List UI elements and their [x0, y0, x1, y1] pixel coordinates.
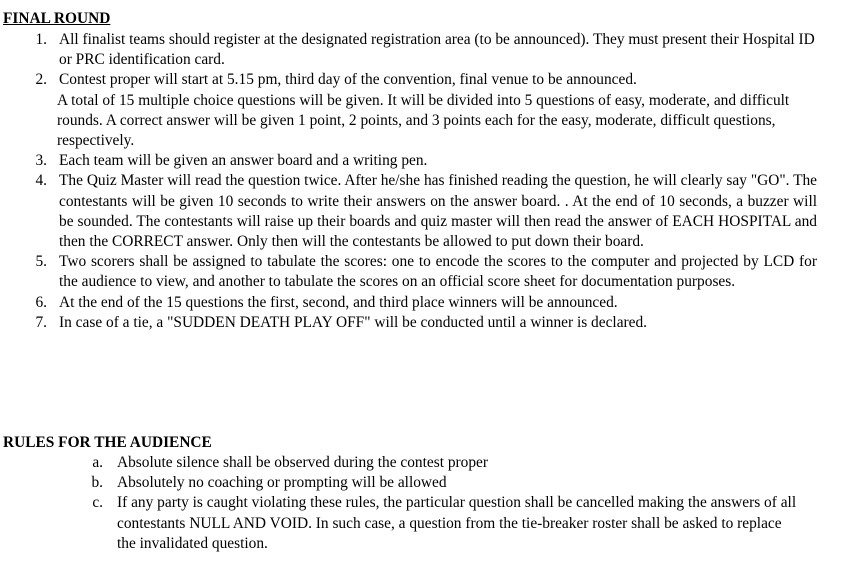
audience-rules-heading: RULES FOR THE AUDIENCE — [3, 434, 212, 451]
rule-item-4 — [21, 171, 817, 252]
rule-number: 2. — [35, 71, 47, 89]
rule-text: Each team will be given an answer board and a writing pen. — [59, 152, 428, 170]
audience-rule-letter: a. — [92, 454, 103, 471]
audience-rules-list — [81, 453, 801, 554]
final-round-heading: FINAL ROUND — [3, 10, 111, 27]
audience-rule-item-a — [81, 453, 801, 473]
rule-number: 7. — [35, 313, 47, 331]
audience-rule-item-b — [81, 473, 801, 493]
rule-item-5 — [21, 252, 817, 292]
rule-text: At the end of the 15 questions the first, second, and third place winners will be announced. — [59, 293, 618, 311]
rule-number: 3. — [35, 152, 47, 170]
rule-text: All finalist teams should register at the designated registration area (to be announced). They must present their Hospital ID or PRC identification card. — [59, 31, 815, 69]
rule-text-continuation: A total of 15 multiple choice questions will be given. It will be divided into 5 questions of easy, moderate, and difficult rounds. A correct answer will be given 1 point, 2 points, and 3 points each for the easy, moderate, difficult questions, respectively. — [57, 91, 790, 150]
rule-number: 4. — [35, 172, 47, 190]
audience-rule-letter: c. — [92, 494, 103, 512]
rule-number: 1. — [35, 31, 47, 48]
rule-number: 6. — [35, 293, 47, 311]
rule-item-6 — [21, 293, 817, 313]
rule-item-3 — [21, 151, 817, 171]
audience-rule-text: Absolute silence shall be observed during the contest proper — [117, 454, 488, 471]
final-round-rules-list — [21, 30, 817, 333]
rule-text: Contest proper will start at 5.15 pm, third day of the convention, final venue to be announced. — [59, 71, 637, 89]
rule-number: 5. — [35, 253, 47, 271]
audience-rule-letter: b. — [91, 474, 103, 492]
rule-item-1 — [21, 30, 817, 70]
audience-rule-item-c — [81, 493, 801, 554]
rule-item-2 — [21, 70, 817, 151]
rule-text: The Quiz Master will read the question twice. After he/she has finished reading the question, he will clearly say "GO". The contestants will be given 10 seconds to write their answers on the answer board. . At the end of 10 seconds, a buzzer will be sounded. The contestants will raise up their boards and quiz master will then read the answer of EACH HOSPITAL and then the CORRECT answer. Only then will the contestants be allowed to put down their board. — [59, 172, 817, 251]
rule-text: In case of a tie, a "SUDDEN DEATH PLAY OFF" will be conducted until a winner is declared. — [59, 313, 648, 331]
audience-rule-text: If any party is caught violating these rules, the particular question shall be cancelled making the answers of all contestants NULL AND VOID. In such case, a question from the tie-breaker roster shall be asked to replace the invalidated question. — [117, 494, 797, 552]
audience-rule-text: Absolutely no coaching or prompting will be allowed — [117, 474, 447, 492]
rule-text: Two scorers shall be assigned to tabulate the scores: one to encode the scores to the computer and projected by LCD for the audience to view, and another to tabulate the scores on an official score sheet for documentation purposes. — [59, 253, 817, 291]
rule-item-7 — [21, 313, 817, 333]
